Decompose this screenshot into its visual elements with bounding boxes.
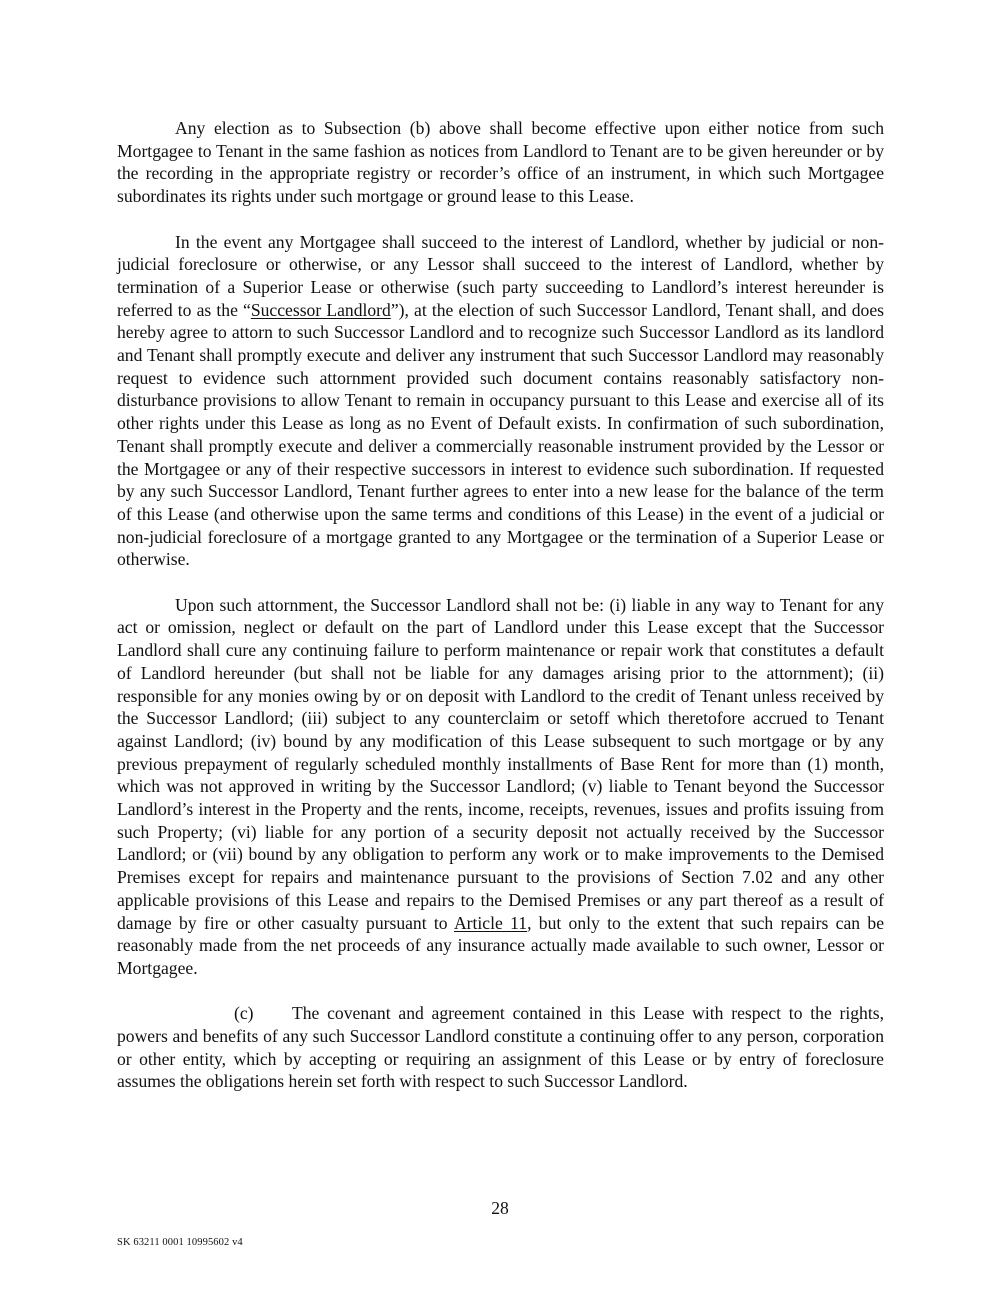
paragraph-attornment-text-2: ”), at the election of such Successor Landlord, Tenant shall, and does hereby agree to attorn to such Successor Landlord and to recognize such Successor Landlord as its landlord and Tenant shall promptly execute and deliver any instrument that such Successor Landlord may reasonably request to evidence such attornment provided such document contains reasonably satisfactory non-disturbance provisions to allow Tenant to remain in occupancy pursuant to this Lease and exercise all of its other rights under this Lease as long as no Event of Default exists. In confirmation of such subordination, Tenant shall promptly execute and deliver a commercially reasonable instrument provided by the Lessor or the Mortgagee or any of their respective successors in interest to evidence such subordination. If requested by any such Successor Landlord, Tenant further agrees to enter into a new lease for the balance of the term of this Lease (and otherwise upon the same terms and conditions of this Lease) in the event of a judicial or non-judicial foreclosure of a mortgage granted to any Mortgagee or the termination of a Superior Lease or otherwise. xyxy=(117,299,884,570)
paragraph-liability-text-1: Upon such attornment, the Successor Landlord shall not be: (i) liable in any way to Tenant for any act or omission, neglect or default on the part of Landlord under this Lease except that the Successor Landlord shall cure any continuing failure to perform maintenance or repair work that constitutes a default of Landlord hereunder (but shall not be liable for any damages arising prior to the attornment); (ii) responsible for any monies owing by or on deposit with Landlord to the credit of Tenant unless received by the Successor Landlord; (iii) subject to any counterclaim or setoff which theretofore accrued to Tenant against Landlord; (iv) bound by any modification of this Lease subsequent to such mortgage or by any previous prepayment of regularly scheduled monthly installments of Base Rent for more than (1) month, which was not approved in writing by the Successor Landlord; (v) liable to Tenant beyond the Successor Landlord’s interest in the Property and the rents, income, receipts, revenues, issues and profits issuing from such Property; (vi) liable for any portion of a security deposit not actually received by the Successor Landlord; or (vii) bound by any obligation to perform any work or to make improvements to the Demised Premises except for repairs and maintenance pursuant to the provisions of Section 7.02 and any other applicable provisions of this Lease and repairs to the Demised Premises or any part thereof as a result of damage by fire or other casualty pursuant to xyxy=(117,594,884,933)
article-11-reference: Article 11 xyxy=(453,912,528,933)
defined-term-successor-landlord: Successor Landlord xyxy=(250,299,391,320)
paragraph-c-covenant xyxy=(117,1002,884,1093)
paragraph-c-text: The covenant and agreement contained in this Lease with respect to the rights, powers and benefits of any such Successor Landlord constitute a continuing offer to any person, corporation or other entity, which by accepting or requiring an assignment of this Lease or by entry of foreclosure assumes the obligations herein set forth with respect to such Successor Landlord. xyxy=(117,1003,884,1092)
document-id: SK 63211 0001 10995602 v4 xyxy=(117,1237,243,1248)
paragraph-liability-text-2: , but only to the extent that such repairs can be reasonably made from the net proceeds of any insurance actually made available to such owner, Lessor or Mortgagee. xyxy=(117,912,885,978)
paragraph-attornment xyxy=(117,231,884,572)
paragraph-successor-liability xyxy=(117,594,884,980)
paragraph-election-effective: Any election as to Subsection (b) above shall become effective upon either notice from such Mortgagee to Tenant in the same fashion as notices from Landlord to Tenant are to be given hereunder or by the recording in the appropriate registry or recorder’s office of an instrument, in which such Mortgagee subordinates its rights under such mortgage or ground lease to this Lease. xyxy=(117,118,884,207)
paragraph-attornment-text-1: In the event any Mortgagee shall succeed to the interest of Landlord, whether by judicial or non-judicial foreclosure or otherwise, or any Lessor shall succeed to the interest of Landlord, whether by termination of a Superior Lease or otherwise (such party succeeding to Landlord’s interest hereunder is referred to as the “ xyxy=(117,231,884,320)
page-number: 28 xyxy=(491,1198,509,1218)
document-page xyxy=(117,117,884,1116)
paragraph-c-label: (c) xyxy=(234,1003,254,1024)
